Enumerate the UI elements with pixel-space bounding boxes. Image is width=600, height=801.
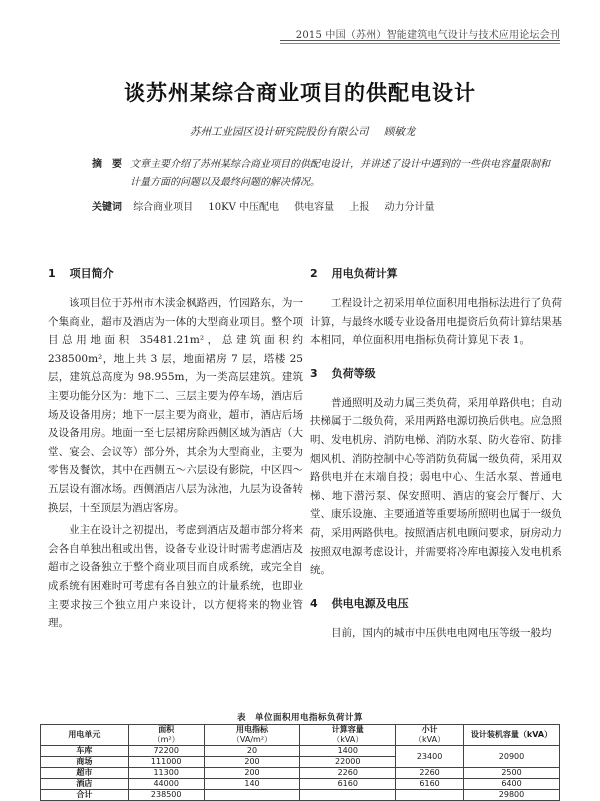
section-heading-1 [48, 266, 303, 282]
left-column [48, 266, 303, 637]
cell-area: 238500 [128, 790, 204, 801]
header-text: 计算容量 [331, 725, 364, 734]
cell-unit: 酒店 [41, 779, 129, 790]
cell-installed: 20900 [464, 746, 560, 768]
col-header-subtotal [396, 725, 464, 746]
section-title: 项目简介 [69, 267, 114, 280]
cell-index: 200 [204, 757, 300, 768]
author-name: 顾敏龙 [383, 126, 416, 138]
cell-subtotal: 23400 [396, 746, 464, 768]
cell-unit: 商场 [41, 757, 129, 768]
header-text: 小计 [421, 725, 438, 734]
keyword: 综合商业项目 [133, 202, 194, 213]
col-header-installed: 设计装机容量（kVA） [464, 725, 560, 746]
cell-capacity: 22000 [300, 757, 396, 768]
section-number: 2 [310, 267, 318, 280]
section-heading-3 [310, 366, 562, 382]
table-row-total [41, 790, 560, 801]
load-calculation-table [40, 724, 560, 801]
section-number: 1 [48, 267, 56, 280]
col-header-area [128, 725, 204, 746]
cell-subtotal: 6160 [396, 779, 464, 790]
cell-index: 140 [204, 779, 300, 790]
table-caption: 表 单位面积用电指标负荷计算 [236, 713, 363, 723]
section-heading-2 [310, 266, 562, 282]
spacer [310, 584, 562, 596]
cell-capacity: 1400 [300, 746, 396, 757]
section-number: 4 [310, 596, 318, 610]
table-row [41, 768, 560, 779]
cell-installed: 2500 [464, 768, 560, 779]
keywords [92, 198, 552, 213]
header-text: 用电指标 [236, 725, 268, 734]
author-line [190, 124, 450, 139]
paragraph: 普通照明及动力属三类负荷，采用单路供电；自动扶梯属于二级负荷，采用两路电源切换后供电。应急照明、发电机房、消防电梯、消防水泵、防火卷帘、防排烟风机、消防控制中心等消防负荷属一级负荷，采用双路供电并在末端自投；弱电中心、生活水泵、普通电梯、地下潜污泵、保安照明、酒店的宴会厅餐厅、大堂、康乐设施、主要通道等重要场所照明也属于一级负荷，采用两路供电。按照酒店机电顾问要求，厨房动力按照双电源考虑设计，并需要将冷库电源接入发电机系统。 [310, 396, 562, 577]
cell-capacity: 6160 [300, 779, 396, 790]
abstract [92, 156, 552, 192]
header-unit: （m²） [152, 735, 180, 744]
cell-area: 72200 [128, 746, 204, 757]
section-title: 负荷等级 [331, 366, 376, 380]
running-header: 2015 中国（苏州）智能建筑电气设计与技术应用论坛会刊 [295, 30, 560, 41]
table-header-row [41, 725, 560, 746]
keyword: 上报 [349, 202, 370, 213]
paragraph: 目前，国内的城市中压供电电网电压等级一般均 [331, 626, 552, 639]
cell-index: 20 [204, 746, 300, 757]
table-row [41, 746, 560, 757]
paragraph: 业主在设计之初提出，考虑到酒店及超市部分将来会各自单独出租或出售，设备专业设计时需考虑酒店及超市之设备独立于整个商业项目而自成系统，或完全自成系统有困难时可考虑有各自独立的计量系统，也即业主要求按三个独立用户来设计，以方便将来的物业管理。 [48, 524, 303, 630]
section-heading-4 [310, 596, 562, 612]
col-header-index [204, 725, 300, 746]
cell-unit: 合计 [41, 790, 129, 801]
right-column [310, 266, 562, 646]
table-row [41, 779, 560, 790]
col-header-capacity [300, 725, 396, 746]
cell-index [204, 790, 300, 801]
article-title: 谈苏州某综合商业项目的供配电设计 [124, 81, 476, 105]
cell-area: 111000 [128, 757, 204, 768]
affiliation: 苏州工业园区设计研究院股份有限公司 [190, 126, 369, 138]
paragraph: 该项目位于苏州市木渎金枫路西，竹园路东，为一个集商业，超市及酒店为一体的大型商业项目。整个项目总用地面积 35481.21m²，总建筑面积约 238500m²，地上共 3 层，地面裙房 7 层，塔楼 25 层，建筑总高度为 98.955m，为一类高层建筑。建筑主要功能分区为：地下二、三层主要为停车场，酒店后场及设备用房；地下一层主要为商业，超市，酒店后场及设备用房。地面一至七层裙房除西侧区域为酒店（大堂、宴会、会议等）部分外，其余为大型商业，主要为零售及餐饮，其中在西侧五～六层设有影院，中区四～五层设有溜冰场。西侧酒店八层为泳池，九层为设备转换层，十至顶层为酒店客房。 [48, 297, 303, 514]
spacer [310, 354, 562, 366]
cell-unit: 超市 [41, 768, 129, 779]
section-number: 3 [310, 366, 318, 380]
abstract-text: 文章主要介绍了苏州某综合商业项目的供配电设计，并讲述了设计中遇到的一些供电容量限制和计量方面的问题以及最终问题的解决情况。 [130, 159, 550, 188]
cell-subtotal [396, 790, 464, 801]
cell-area: 44000 [128, 779, 204, 790]
header-unit: （kVA） [414, 735, 446, 744]
keyword: 10KV 中压配电 [208, 202, 279, 213]
cell-unit: 车库 [41, 746, 129, 757]
col-header-unit: 用电单元 [41, 725, 129, 746]
section-title: 用电负荷计算 [331, 267, 398, 280]
header-unit: （VA/m²） [231, 735, 273, 744]
keyword: 动力分计量 [384, 202, 435, 213]
cell-capacity: 2260 [300, 768, 396, 779]
header-unit: （kVA） [332, 735, 364, 744]
keyword: 供电容量 [294, 202, 335, 213]
cell-installed: 29800 [464, 790, 560, 801]
header-text: 面积 [158, 725, 175, 734]
keywords-label: 关键词 [92, 202, 122, 213]
cell-installed: 6400 [464, 779, 560, 790]
cell-subtotal: 2260 [396, 768, 464, 779]
abstract-label: 摘 要 [92, 159, 122, 170]
header-rule-secondary [280, 43, 560, 44]
header-rule [280, 40, 560, 41]
section-title: 供电电源及电压 [331, 596, 409, 610]
cell-area: 11300 [128, 768, 204, 779]
cell-capacity [300, 790, 396, 801]
paragraph: 工程设计之初采用单位面积用电指标法进行了负荷计算，与最终水暖专业设备用电提资后负荷计算结果基本相同，单位面积用电指标负荷计算见下表 1。 [310, 297, 562, 347]
cell-index: 200 [204, 768, 300, 779]
